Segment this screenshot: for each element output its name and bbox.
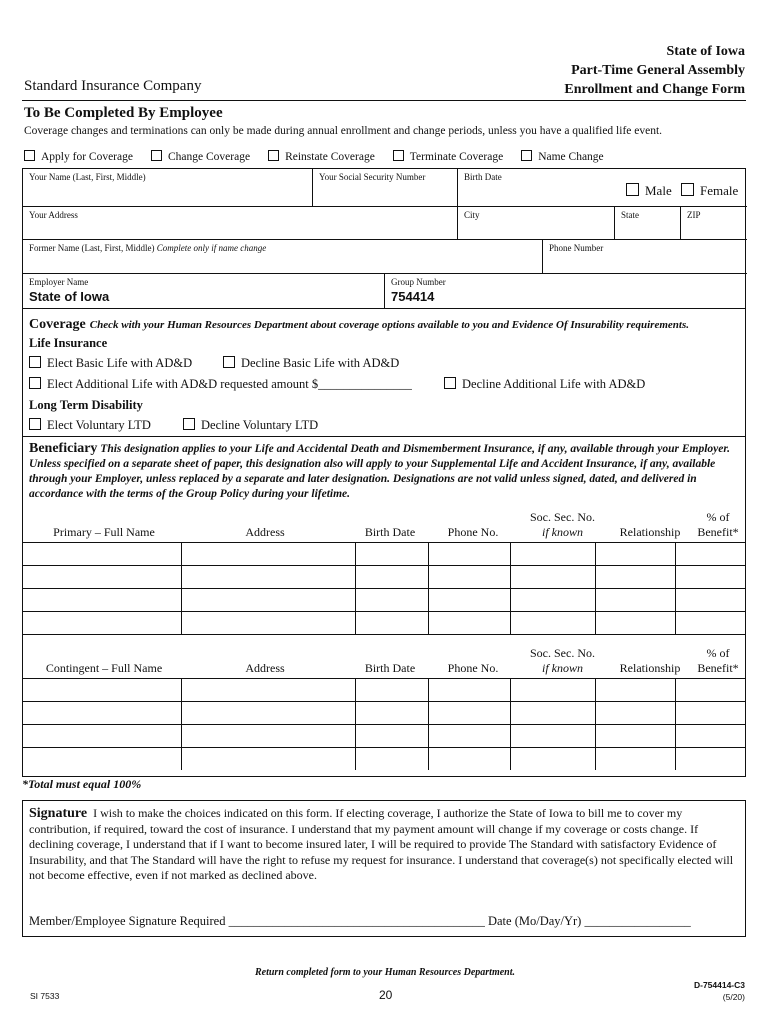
employee-note: Coverage changes and terminations can only be made during annual enrollment and change periods, unless you have a qualified life event. [24,125,663,137]
checkbox-icon[interactable] [29,418,41,430]
table-row[interactable] [22,566,746,589]
table-row[interactable] [22,702,746,725]
table-row[interactable] [22,543,746,566]
personal-info-grid [22,168,746,309]
checkbox-icon[interactable] [521,150,532,161]
form-id: SI 7533 [30,991,60,1001]
beneficiary-text: This designation applies to your Life and Accidental Death and Dismemberment Insurance, if any, available through your Employer. Unless specified on a separate sheet of paper, this designation also will apply to your Supplemental Life and Accident Insurance, if any, available through your Employer, unless replaced by a separate and later designation. Designations are not valid unless signed, dated, and delivered in accordance with the terms of the Group Policy during your lifetime. [29,443,731,500]
checkbox-icon[interactable] [444,377,456,389]
checkbox-icon[interactable] [681,183,694,196]
life-insurance-title: Life Insurance [29,336,108,350]
checkbox-icon[interactable] [151,150,162,161]
checkbox-icon[interactable] [626,183,639,196]
action-name-change[interactable]: Name Change [521,151,603,163]
elect-voluntary-ltd[interactable]: Elect Voluntary LTD [29,418,151,433]
zip-field[interactable]: ZIP [681,207,747,240]
contingent-birth-header: Birth Date [364,661,416,675]
birth-date-field[interactable]: Birth Date Male Female [458,169,747,207]
female-option[interactable]: Female [681,183,738,198]
employer-value: State of Iowa [29,289,110,304]
table-row[interactable] [22,679,746,702]
checkbox-icon[interactable] [29,377,41,389]
table-row[interactable] [22,612,746,635]
decline-additional-life[interactable]: Decline Additional Life with AD&D [444,377,645,392]
primary-birth-header: Birth Date [364,525,416,539]
action-change[interactable]: Change Coverage [151,151,250,163]
checkbox-icon[interactable] [183,418,195,430]
primary-ssn-header: Soc. Sec. No. if known [530,510,595,539]
checkbox-icon[interactable] [268,150,279,161]
male-option[interactable]: Male [626,183,672,198]
contingent-ssn-header: Soc. Sec. No. if known [530,646,595,675]
decline-voluntary-ltd[interactable]: Decline Voluntary LTD [183,418,318,433]
checkbox-icon[interactable] [393,150,404,161]
ssn-field[interactable]: Your Social Security Number [313,169,458,207]
contingent-name-header: Contingent – Full Name [45,661,163,675]
elect-additional-life[interactable]: Elect Additional Life with AD&D requested amount $_______________ [29,377,412,392]
primary-name-header: Primary – Full Name [53,525,155,539]
signature-text: I wish to make the choices indicated on this form. If electing coverage, I authorize the State of Iowa to bill me to cover my contribution, if required, toward the cost of insurance. I understand that my payment amount will change if my coverage or costs change. If declining coverage, I understand that if I want to become insured later, I will be required to provide The Standard with satisfactory Evidence of Insurability, and that The Standard will have the right to refuse my request for insurance. I understand that coverage(s) not specifically elected will not become effective, even if not marked as declined above. [29,806,734,882]
name-field[interactable]: Your Name (Last, First, Middle) [23,169,313,207]
checkbox-icon[interactable] [223,356,235,368]
action-terminate[interactable]: Terminate Coverage [393,151,503,163]
total-note: *Total must equal 100% [22,777,142,791]
state-field[interactable]: State [615,207,681,240]
header-divider [22,100,746,101]
phone-field[interactable]: Phone Number [543,240,747,274]
signature-title: Signature [29,806,88,821]
employer-field[interactable]: Employer Name State of Iowa [23,274,385,308]
contingent-relationship-header: Relationship [619,661,681,675]
beneficiary-title: Beneficiary [29,441,98,456]
elect-basic-life[interactable]: Elect Basic Life with AD&D [29,356,192,371]
return-note: Return completed form to your Human Resources Department. [254,967,515,978]
primary-phone-header: Phone No. [447,525,499,539]
table-row[interactable] [22,748,746,771]
header-line-1: State of Iowa [666,44,745,59]
checkbox-icon[interactable] [29,356,41,368]
form-code: D-754414-C3 (5/20) [693,980,745,1002]
contingent-phone-header: Phone No. [447,661,499,675]
action-checkboxes [24,147,618,165]
checkbox-icon[interactable] [24,150,35,161]
city-field[interactable]: City [458,207,615,240]
coverage-title: Coverage [29,317,86,332]
sex-options [626,183,738,199]
form-header [564,42,745,99]
contingent-beneficiary-table [22,678,746,770]
decline-basic-life[interactable]: Decline Basic Life with AD&D [223,356,399,371]
company-name: Standard Insurance Company [24,78,202,94]
primary-beneficiary-table [22,542,746,635]
action-apply[interactable]: Apply for Coverage [24,151,133,163]
former-name-field[interactable]: Former Name (Last, First, Middle) Complete only if name change [23,240,543,274]
contingent-address-header: Address [245,661,285,675]
table-row[interactable] [22,725,746,748]
signature-section [22,800,746,937]
ltd-title: Long Term Disability [29,398,143,412]
coverage-section [22,309,746,437]
group-number-value: 754414 [391,289,435,304]
address-field[interactable]: Your Address [23,207,458,240]
action-reinstate[interactable]: Reinstate Coverage [268,151,375,163]
header-line-3: Enrollment and Change Form [564,82,745,97]
table-row[interactable] [22,589,746,612]
employee-section-title: To Be Completed By Employee [24,105,223,121]
page-number: 20 [379,988,393,1002]
signature-line[interactable]: Member/Employee Signature Required _________________________________________ Date (Mo/Day/Yr) _________________ [29,914,691,928]
coverage-note: Check with your Human Resources Department about coverage options available to you and Evidence Of Insurability requirements. [89,319,689,331]
group-number-field[interactable]: Group Number 754414 [391,277,446,304]
header-line-2: Part-Time General Assembly [571,63,745,78]
primary-pct-header: % of Benefit* [697,510,739,539]
primary-address-header: Address [245,525,285,539]
contingent-pct-header: % of Benefit* [697,646,739,675]
primary-relationship-header: Relationship [619,525,681,539]
